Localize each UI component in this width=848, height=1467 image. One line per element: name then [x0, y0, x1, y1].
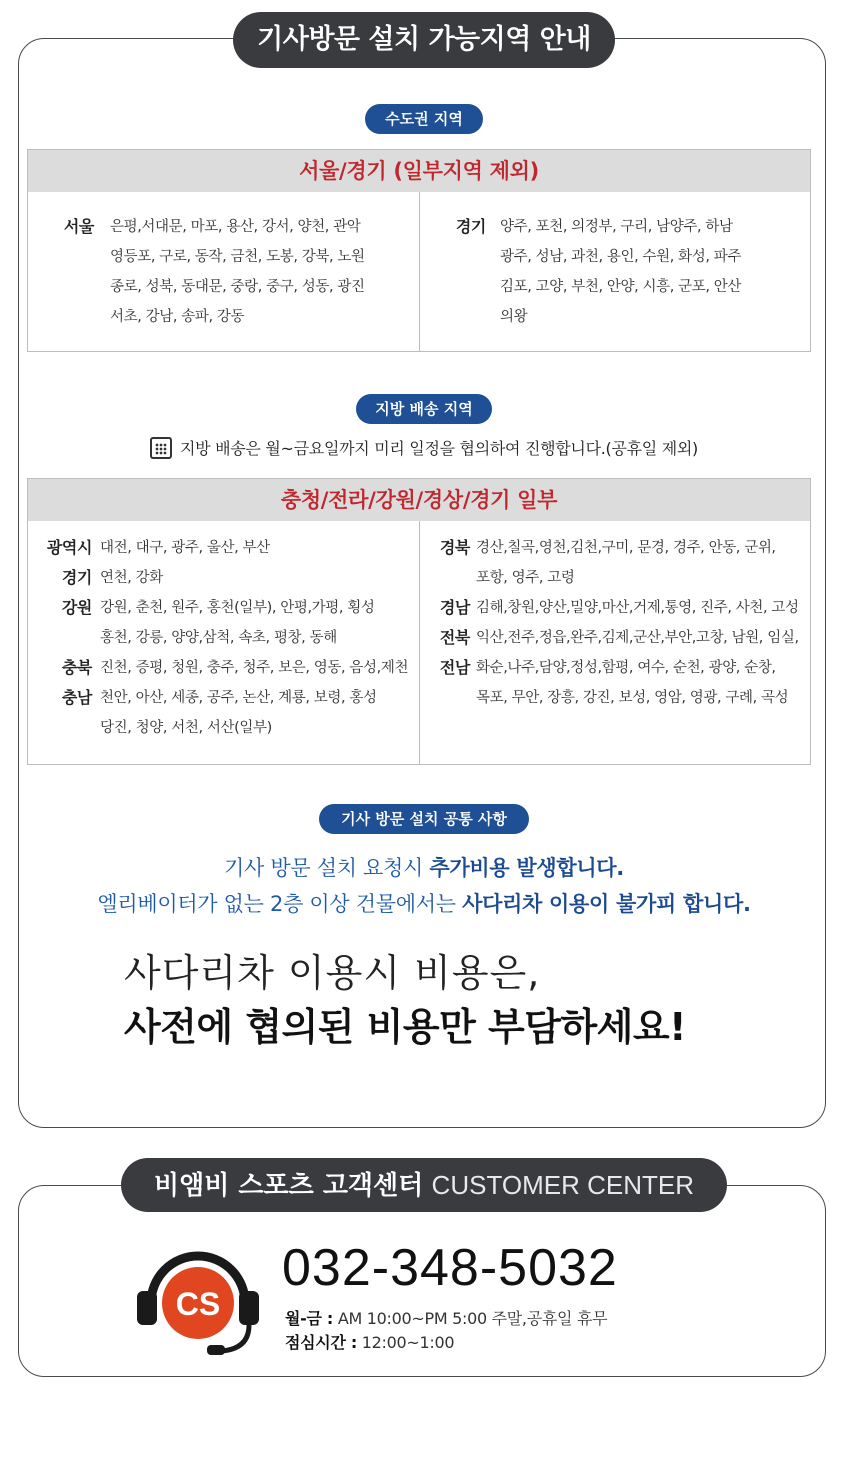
region-list: 천안, 아산, 세종, 공주, 논산, 계룡, 보령, 홍성 — [100, 690, 377, 706]
region-list: 포항, 영주, 고령 — [476, 570, 575, 586]
region-list: 영등포, 구로, 동작, 금천, 도봉, 강북, 노원 — [110, 249, 365, 265]
region-row — [434, 623, 799, 653]
region-label: 경기 — [455, 217, 486, 236]
metro-table-title: 서울/경기 (일부지역 제외) — [28, 150, 810, 192]
regional-table-title: 충청/전라/강원/경상/경기 일부 — [28, 479, 810, 521]
region-label: 충남 — [61, 688, 92, 707]
region-list: 경산,칠곡,영천,김천,구미, 문경, 경주, 안동, 군위, — [476, 540, 776, 556]
region-label: 전북 — [439, 628, 470, 647]
headset-icon — [133, 1233, 263, 1358]
region-list: 화순,나주,담양,정성,함평, 여수, 순천, 광양, 순창, — [476, 660, 776, 676]
region-label: 전남 — [439, 658, 470, 677]
region-list: 종로, 성북, 동대문, 중랑, 중구, 성동, 광진 — [110, 279, 365, 295]
common-line-1 — [0, 852, 848, 882]
region-row — [450, 212, 741, 332]
calendar-icon — [150, 437, 172, 459]
region-label: 경남 — [439, 598, 470, 617]
business-hours — [285, 1306, 607, 1329]
business-hours-value: AM 10:00~PM 5:00 주말,공휴일 휴무 — [333, 1309, 608, 1328]
region-list: 의왕 — [500, 309, 528, 325]
region-list: 광주, 성남, 과천, 용인, 수원, 화성, 파주 — [500, 249, 742, 265]
region-row — [434, 593, 799, 623]
regional-badge: 지방 배송 지역 — [356, 394, 492, 424]
common-line-1-text: 기사 방문 설치 요청시 — [224, 856, 430, 880]
customer-center-title — [121, 1158, 727, 1212]
regional-notice-text: 지방 배송은 월~금요일까지 미리 일정을 협의하여 진행합니다.(공휴일 제외) — [180, 439, 698, 458]
table-divider — [419, 521, 420, 764]
region-label: 서울 — [63, 217, 94, 236]
region-label: 광역시 — [46, 538, 92, 557]
region-list: 당진, 청양, 서천, 서산(일부) — [100, 720, 272, 736]
regional-right-column — [434, 533, 799, 713]
metro-badge: 수도권 지역 — [365, 104, 483, 134]
region-list: 김해,창원,양산,밀양,마산,거제,통영, 진주, 사천, 고성 — [476, 600, 799, 616]
region-list: 양주, 포천, 의정부, 구리, 남양주, 하남 — [500, 219, 733, 235]
region-list: 목포, 무안, 장흥, 강진, 보성, 영암, 영광, 구례, 곡성 — [476, 690, 789, 706]
region-label: 강원 — [61, 598, 92, 617]
lunch-hours — [285, 1330, 454, 1353]
common-line-1-emphasis: 추가비용 발생합니다. — [429, 856, 624, 880]
common-line-2 — [0, 888, 848, 918]
region-row — [42, 533, 408, 563]
regional-notice — [0, 436, 848, 459]
region-label: 경북 — [439, 538, 470, 557]
lunch-hours-label: 점심시간 : — [285, 1333, 357, 1352]
phone-number[interactable]: 032-348-5032 — [282, 1239, 618, 1297]
region-list: 서초, 강남, 송파, 강동 — [110, 309, 245, 325]
customer-center-title-ko: 비앰비 스포츠 고객센터 — [154, 1171, 424, 1201]
business-hours-label: 월-금 : — [285, 1309, 334, 1328]
region-list: 홍천, 강릉, 양양,삼척, 속초, 평창, 동해 — [100, 630, 337, 646]
table-divider — [419, 192, 420, 351]
regional-left-column — [42, 533, 408, 743]
common-line-2-text: 엘리베이터가 없는 2층 이상 건물에서는 — [97, 892, 463, 916]
region-label: 경기 — [61, 568, 92, 587]
metro-right-column — [450, 212, 741, 332]
region-list: 김포, 고양, 부천, 안양, 시흥, 군포, 안산 — [500, 279, 742, 295]
region-row — [434, 533, 799, 593]
region-row — [434, 653, 799, 713]
metro-table — [27, 149, 811, 352]
region-list: 강원, 춘천, 원주, 홍천(일부), 안평,가평, 횡성 — [100, 600, 375, 616]
ladder-cost-emphasis: 사전에 협의된 비용만 부담하세요! — [124, 1005, 686, 1049]
region-row — [42, 653, 408, 683]
region-list: 진천, 증평, 청원, 충주, 청주, 보은, 영동, 음성,제천 — [100, 660, 409, 676]
lunch-hours-value: 12:00~1:00 — [357, 1333, 455, 1352]
region-row — [42, 593, 408, 653]
region-row — [58, 212, 365, 332]
region-list: 대전, 대구, 광주, 울산, 부산 — [100, 540, 270, 556]
metro-left-column — [58, 212, 365, 332]
region-row — [42, 563, 408, 593]
region-list: 은평,서대문, 마포, 용산, 강서, 양천, 관악 — [110, 219, 361, 235]
ladder-cost-headline: 사다리차 이용시 비용은, — [124, 951, 541, 995]
cs-logo-text: CS — [175, 1286, 221, 1322]
region-list: 연천, 강화 — [100, 570, 163, 586]
customer-center-title-en: CUSTOMER CENTER — [431, 1170, 694, 1200]
region-label: 충북 — [61, 658, 92, 677]
region-list: 익산,전주,정읍,완주,김제,군산,부안,고창, 남원, 임실, — [476, 630, 799, 646]
page-title: 기사방문 설치 가능지역 안내 — [233, 12, 615, 68]
common-line-2-emphasis: 사다리차 이용이 불가피 합니다. — [462, 892, 751, 916]
regional-table — [27, 478, 811, 765]
common-badge: 기사 방문 설치 공통 사항 — [319, 804, 529, 834]
region-row — [42, 683, 408, 743]
